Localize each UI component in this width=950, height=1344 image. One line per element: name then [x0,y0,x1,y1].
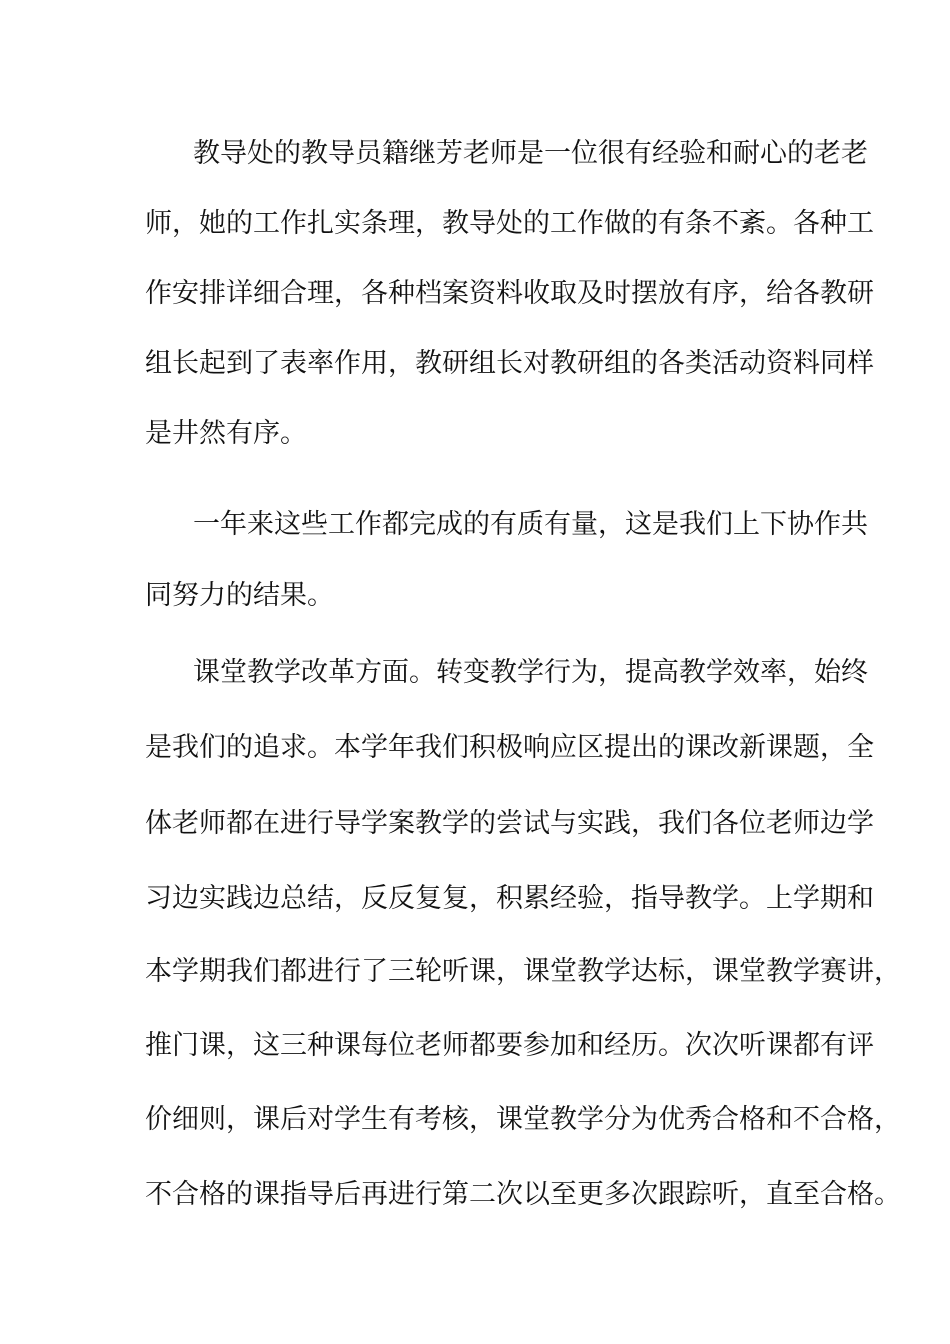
text-line: 不合格的课指导后再进行第二次以至更多次跟踪听，直至合格。 [145,1179,901,1210]
text-line: 一年来这些工作都完成的有质有量，这是我们上下协作共 [193,509,868,540]
text-line: 本学期我们都进行了三轮听课，课堂教学达标，课堂教学赛讲， [145,956,901,987]
text-line: 习边实践边总结，反反复复，积累经验，指导教学。上学期和 [145,883,874,914]
text-line: 体老师都在进行导学案教学的尝试与实践，我们各位老师边学 [145,808,874,839]
text-line: 作安排详细合理，各种档案资料收取及时摆放有序，给各教研 [145,278,874,309]
text-line: 价细则，课后对学生有考核，课堂教学分为优秀合格和不合格， [145,1104,901,1135]
text-line: 是井然有序。 [145,418,307,449]
text-line: 推门课，这三种课每位老师都要参加和经历。次次听课都有评 [145,1030,874,1061]
text-line: 同努力的结果。 [145,580,334,611]
text-line: 师，她的工作扎实条理，教导处的工作做的有条不紊。各种工 [145,208,874,239]
text-line: 组长起到了表率作用，教研组长对教研组的各类活动资料同样 [145,348,874,379]
text-line: 是我们的追求。本学年我们积极响应区提出的课改新课题，全 [145,732,874,763]
text-line: 课堂教学改革方面。转变教学行为，提高教学效率，始终 [193,657,868,688]
text-line: 教导处的教导员籍继芳老师是一位很有经验和耐心的老老 [193,138,868,169]
